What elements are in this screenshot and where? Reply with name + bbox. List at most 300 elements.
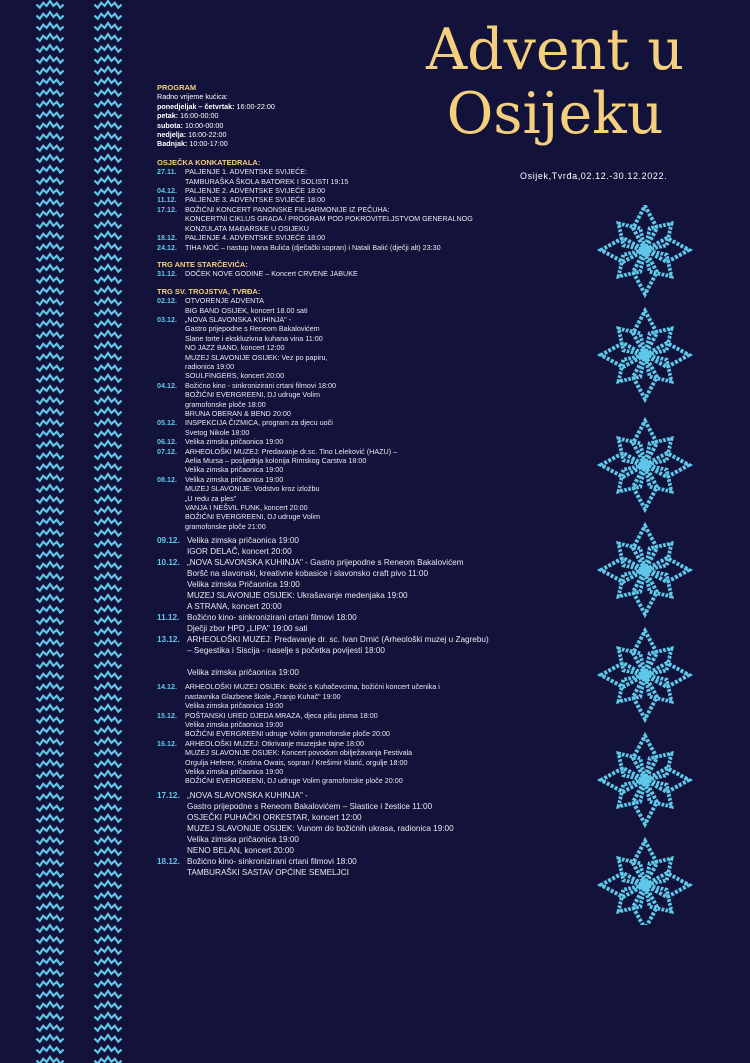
zigzag-stroke [94, 56, 121, 63]
event-date: 06.12. [157, 437, 177, 447]
snowflake-icon [601, 421, 689, 509]
zigzag-stroke [94, 815, 121, 822]
event-line: MUZEJ SLAVONIJE OSIJEK: Vez po papiru, [185, 352, 328, 362]
event-row [157, 475, 597, 531]
zigzag-stroke [94, 936, 121, 943]
zigzag-stroke [94, 320, 121, 327]
event-line: ARHEOLOŠKI MUZEJ: Predavanje dr. sc. Ivan Drnić (Arheološki muzej u Zagrebu) [187, 635, 489, 645]
zigzag-stroke [94, 155, 121, 162]
zigzag-stroke [94, 232, 121, 239]
snowflake-ornaments [590, 205, 700, 925]
hours-time: 16:00-22:00 [186, 130, 227, 140]
event-line: PALJENJE 2. ADVENTSKE SVIJEĆE 18:00 [185, 186, 326, 196]
zigzag-stroke [94, 23, 121, 30]
event-line: INSPEKCIJA ČIZMICA, program za djecu uoči [185, 418, 333, 428]
zigzag-stroke [94, 287, 121, 294]
zigzag-stroke [94, 496, 121, 503]
zigzag-stroke [36, 199, 63, 206]
zigzag-ornament [0, 0, 140, 1063]
event-date: 18.12. [157, 856, 180, 866]
zigzag-stroke [94, 958, 121, 965]
zigzag-stroke [36, 595, 63, 602]
event-date: 27.11. [157, 167, 177, 177]
zigzag-stroke [36, 980, 63, 987]
zigzag-stroke [36, 496, 63, 503]
zigzag-stroke [94, 716, 121, 723]
event-row [157, 315, 597, 381]
event-row [157, 437, 597, 446]
zigzag-stroke [94, 606, 121, 613]
zigzag-stroke [36, 639, 63, 646]
event-line: VANJA I NEŠVIL FUNK, koncert 20:00 [185, 503, 308, 513]
hours-time: 10:00-00:00 [182, 120, 224, 130]
event-date: 04.12. [157, 186, 177, 196]
zigzag-stroke [94, 793, 121, 800]
event-date: 17.12. [157, 790, 180, 800]
zigzag-stroke [94, 507, 121, 514]
hours-row [157, 130, 597, 139]
zigzag-stroke [36, 650, 63, 657]
event-line [187, 656, 597, 667]
zigzag-stroke [94, 595, 121, 602]
event-line: MUZEJ SLAVONIJE OSIJEK: Ukrašavanje medenjaka 19:00 [187, 591, 408, 601]
event-row [157, 739, 597, 786]
hours-row [157, 139, 597, 148]
zigzag-stroke [36, 67, 63, 74]
zigzag-stroke [94, 188, 121, 195]
zigzag-stroke [94, 1013, 121, 1020]
zigzag-stroke [36, 716, 63, 723]
event-line: Gastro prijepodne s Reneom Bakalovićem [185, 324, 320, 334]
zigzag-stroke [36, 408, 63, 415]
zigzag-stroke [36, 254, 63, 261]
zigzag-stroke [94, 881, 121, 888]
hours-day: Badnjak: [157, 139, 188, 149]
zigzag-stroke [36, 507, 63, 514]
zigzag-stroke [94, 199, 121, 206]
event-line: gramofonske ploče 21:00 [185, 521, 266, 531]
snowflake-icon [601, 526, 689, 614]
zigzag-stroke [36, 243, 63, 250]
zigzag-stroke [94, 782, 121, 789]
zigzag-stroke [36, 815, 63, 822]
event-line: BOŽIĆNI EVERGREENI udruge Volim gramofonske ploče 20:00 [185, 729, 390, 739]
event-line: PALJENJE 4. ADVENTSKE SVIJEĆE 18:00 [185, 233, 326, 243]
event-line: TAMBURAŠKA ŠKOLA BATOREK I SOLISTI 19:15 [185, 176, 349, 186]
event-row [157, 243, 597, 252]
event-line: PALJENJE 1. ADVENTSKE SVIJEĆE: [185, 167, 308, 177]
hours-intro: Radno vrijeme kućica: [157, 92, 228, 102]
zigzag-stroke [94, 848, 121, 855]
zigzag-stroke [36, 672, 63, 679]
event-line: TAMBURAŠKI SASTAV OPĆINE SEMELJCI [187, 867, 349, 877]
zigzag-stroke [94, 683, 121, 690]
zigzag-stroke [94, 375, 121, 382]
event-line: NENO BELAN, koncert 20:00 [187, 845, 294, 855]
zigzag-stroke [94, 760, 121, 767]
zigzag-stroke [36, 100, 63, 107]
zigzag-stroke [94, 441, 121, 448]
event-line: Velika zimska pričaonica 19:00 [185, 701, 284, 711]
event-date: 03.12. [157, 314, 177, 324]
zigzag-stroke [36, 1002, 63, 1009]
zigzag-stroke [94, 529, 121, 536]
zigzag-stroke [36, 188, 63, 195]
zigzag-stroke [36, 1046, 63, 1053]
zigzag-stroke [36, 804, 63, 811]
zigzag-stroke [36, 1035, 63, 1042]
event-row [157, 195, 597, 204]
zigzag-stroke [36, 705, 63, 712]
zigzag-stroke [36, 991, 63, 998]
zigzag-stroke [94, 1002, 121, 1009]
zigzag-stroke [94, 969, 121, 976]
event-line: Aelia Mursa – posljednja kolonija Rimskog Carstva 18:00 [185, 456, 367, 466]
zigzag-stroke [94, 1, 121, 8]
event-line: „NOVA SLAVONSKA KUHINJA" - Gastro prijepodne s Reneom Bakalovićem [187, 558, 464, 568]
event-line: Slane torte i ekskluzivna kuhana vina 11:00 [185, 333, 323, 343]
zigzag-stroke [94, 562, 121, 569]
zigzag-stroke [36, 23, 63, 30]
event-line: „NOVA SLAVONSKA KUHINJA" - [185, 314, 292, 324]
event-row [157, 205, 597, 233]
zigzag-stroke [36, 837, 63, 844]
zigzag-stroke [36, 771, 63, 778]
zigzag-stroke [94, 474, 121, 481]
event-line: – Segestika i Siscija - naselje s početka povijesti 18:00 [187, 646, 385, 656]
event-line: PALJENJE 3. ADVENTSKE SVIJEĆE 18:00 [185, 195, 326, 205]
event-line: ARHEOLOŠKI MUZEJ OSIJEK: Božić s Kuhačevcima, božićni koncert učenika i [185, 682, 440, 692]
trojstva-heading: TRG SV. TROJSTVA, TVRĐA: [157, 286, 261, 296]
zigzag-stroke [94, 34, 121, 41]
zigzag-stroke [36, 540, 63, 547]
event-line: MUZEJ SLAVONIJE OSIJEK: Koncert povodom obilježavanja Festivala [185, 748, 413, 758]
zigzag-stroke [94, 870, 121, 877]
zigzag-stroke [94, 672, 121, 679]
hours-time: 10:00-17:00 [187, 139, 228, 149]
opening-hours [157, 102, 597, 149]
zigzag-stroke [94, 419, 121, 426]
zigzag-stroke [36, 793, 63, 800]
zigzag-stroke [36, 760, 63, 767]
zigzag-stroke [36, 474, 63, 481]
zigzag-stroke [94, 639, 121, 646]
zigzag-stroke [94, 980, 121, 987]
event-row [157, 856, 597, 878]
zigzag-stroke [36, 1024, 63, 1031]
zigzag-stroke [94, 1035, 121, 1042]
event-date: 24.12. [157, 242, 177, 252]
zigzag-stroke [36, 111, 63, 118]
zigzag-stroke [94, 1057, 121, 1063]
zigzag-stroke [36, 342, 63, 349]
zigzag-stroke [36, 518, 63, 525]
event-line: Velika zimska pričaonica 19:00 [187, 668, 299, 678]
zigzag-stroke [94, 243, 121, 250]
zigzag-stroke [94, 1024, 121, 1031]
event-line: DOČEK NOVE GODINE – Koncert CRVENE JABUKE [185, 269, 358, 279]
hours-row [157, 121, 597, 130]
event-line: NO JAZZ BAND, koncert 12:00 [185, 343, 285, 353]
zigzag-stroke [94, 749, 121, 756]
zigzag-stroke [94, 903, 121, 910]
zigzag-stroke [94, 78, 121, 85]
zigzag-stroke [94, 826, 121, 833]
zigzag-stroke [36, 870, 63, 877]
hours-row [157, 102, 597, 111]
event-line: BRUNA OBERAN & BEND 20:00 [185, 409, 291, 418]
zigzag-stroke [94, 628, 121, 635]
event-location-dates: Osijek,Tvrđa,02.12.-30.12.2022. [520, 171, 668, 181]
zigzag-stroke [36, 397, 63, 404]
zigzag-stroke [36, 34, 63, 41]
event-line: BOŽIĆNI EVERGREENI, DJ udruge Volim [185, 390, 321, 400]
event-line: radionica 19:00 [185, 361, 235, 371]
zigzag-stroke [94, 177, 121, 184]
event-date: 16.12. [157, 738, 177, 748]
event-date: 14.12. [157, 682, 177, 692]
zigzag-stroke [36, 551, 63, 558]
event-line: Orgulja Heferer, Kristina Owais, sopran / Krešimir Klarić, orgulje 18:00 [185, 757, 408, 767]
event-row [157, 557, 597, 612]
zigzag-stroke [36, 221, 63, 228]
zigzag-stroke [94, 650, 121, 657]
zigzag-stroke [36, 1013, 63, 1020]
event-date: 09.12. [157, 536, 180, 546]
event-date: 13.12. [157, 635, 180, 645]
event-date: 11.12. [157, 195, 177, 205]
zigzag-stroke [36, 914, 63, 921]
zigzag-stroke [36, 936, 63, 943]
zigzag-stroke [36, 122, 63, 129]
zigzag-stroke [36, 925, 63, 932]
zigzag-stroke [94, 991, 121, 998]
zigzag-stroke [94, 254, 121, 261]
zigzag-stroke [94, 166, 121, 173]
event-line: POŠTANSKI URED DJEDA MRAZA, djeca pišu pisma 18:00 [185, 710, 378, 720]
zigzag-stroke [94, 111, 121, 118]
program-heading: PROGRAM [157, 83, 197, 92]
zigzag-stroke [36, 782, 63, 789]
event-row [157, 612, 597, 634]
event-line: Velika zimska pričaonica 19:00 [185, 437, 284, 447]
title-line-2: Osijeku [446, 81, 664, 147]
event-date: 04.12. [157, 380, 177, 390]
zigzag-stroke [94, 397, 121, 404]
event-date: 02.12. [157, 296, 177, 306]
zigzag-stroke [94, 364, 121, 371]
zigzag-stroke [94, 705, 121, 712]
event-line: KONZULATA MAĐARSKE U OSIJEKU [185, 223, 309, 233]
event-line: Velika zimska pričaonica 19:00 [187, 834, 299, 844]
zigzag-stroke [36, 628, 63, 635]
zigzag-stroke [36, 276, 63, 283]
event-line: Velika zimska pričaonica 19:00 [185, 719, 284, 729]
event-row [157, 233, 597, 242]
zigzag-stroke [94, 617, 121, 624]
zigzag-stroke [94, 12, 121, 19]
hours-row [157, 111, 597, 120]
zigzag-stroke [36, 562, 63, 569]
hours-time: 16:00-00:00 [178, 111, 219, 121]
event-line: TIHA NOĆ – nastup Ivana Bulića (dječački sopran) i Natali Balić (dječji alt) 23:30 [185, 242, 441, 252]
zigzag-stroke [94, 573, 121, 580]
zigzag-stroke [94, 408, 121, 415]
zigzag-stroke [36, 485, 63, 492]
snowflake-icon [601, 206, 689, 294]
zigzag-stroke [94, 45, 121, 52]
zigzag-stroke [36, 56, 63, 63]
zigzag-stroke [36, 320, 63, 327]
event-line: Dječji zbor HPD „LIPA" 19:00 sati [187, 624, 308, 634]
zigzag-stroke [94, 892, 121, 899]
zigzag-stroke [36, 881, 63, 888]
zigzag-stroke [94, 298, 121, 305]
zigzag-stroke [94, 463, 121, 470]
zigzag-stroke [94, 221, 121, 228]
zigzag-stroke [36, 210, 63, 217]
zigzag-stroke [94, 584, 121, 591]
event-row [157, 418, 597, 437]
zigzag-stroke [94, 914, 121, 921]
snowflake-icon [601, 631, 689, 719]
event-line: OSJEČKI PUHAČKI ORKESTAR, koncert 12:00 [187, 812, 362, 822]
zigzag-stroke [94, 67, 121, 74]
event-line: Velika zimska pričaonica 19:00 [185, 465, 284, 475]
event-line: MUZEJ SLAVONIJE: Vodstvo kroz izložbu [185, 484, 320, 494]
zigzag-stroke [94, 804, 121, 811]
zigzag-stroke [94, 661, 121, 668]
zigzag-stroke [94, 342, 121, 349]
zigzag-stroke [94, 1046, 121, 1053]
zigzag-stroke [94, 485, 121, 492]
snowflake-icon [601, 841, 689, 925]
snowflake-icon [601, 736, 689, 824]
zigzag-stroke [36, 969, 63, 976]
event-row [157, 186, 597, 195]
zigzag-stroke [36, 903, 63, 910]
zigzag-stroke [94, 122, 121, 129]
zigzag-stroke [36, 166, 63, 173]
zigzag-stroke [94, 265, 121, 272]
event-date: 07.12. [157, 446, 177, 456]
zigzag-stroke [36, 375, 63, 382]
zigzag-stroke [36, 617, 63, 624]
zigzag-stroke [94, 551, 121, 558]
zigzag-stroke [94, 771, 121, 778]
konkatedrala-events [157, 167, 597, 252]
event-line: Božićno kino- sinkronizirani crtani filmovi 18:00 [187, 613, 357, 623]
zigzag-stroke [36, 133, 63, 140]
zigzag-stroke [36, 892, 63, 899]
event-line: Božićno kino - sinkronizirani crtani filmovi 18:00 [185, 380, 337, 390]
zigzag-stroke [36, 177, 63, 184]
event-row [157, 296, 597, 315]
zigzag-stroke [36, 826, 63, 833]
zigzag-stroke [36, 661, 63, 668]
zigzag-stroke [36, 232, 63, 239]
title-line-1: Advent u [425, 17, 685, 83]
event-line: Svetog Nikole 18:00 [185, 427, 250, 437]
event-row [157, 790, 597, 856]
event-line: gramofonske ploče 18:00 [185, 399, 266, 409]
konkatedrala-heading: OSJEČKA KONKATEDRALA: [157, 157, 261, 167]
event-date: 08.12. [157, 474, 177, 484]
snowflake-icon [601, 311, 689, 399]
event-line: Gastro prijepodne s Reneom Bakalovićem – Slastice i žestice 11:00 [187, 801, 433, 811]
event-line: Velika zimska pričaonica 19:00 [187, 536, 299, 546]
zigzag-stroke [36, 727, 63, 734]
zigzag-stroke [36, 694, 63, 701]
hours-day: petak: [157, 111, 179, 121]
trojstva-events [157, 296, 597, 878]
hours-day: nedjelja: [157, 130, 187, 140]
zigzag-stroke [94, 133, 121, 140]
event-row [157, 634, 597, 678]
zigzag-stroke [36, 584, 63, 591]
zigzag-stroke [36, 848, 63, 855]
zigzag-stroke [94, 837, 121, 844]
event-row [157, 269, 597, 278]
event-row [157, 447, 597, 475]
zigzag-stroke [36, 947, 63, 954]
zigzag-stroke [36, 958, 63, 965]
event-row [157, 682, 597, 710]
zigzag-stroke [36, 859, 63, 866]
event-date: 10.12. [157, 558, 180, 568]
starcevica-heading: TRG ANTE STARČEVIĆA: [157, 259, 248, 269]
event-date: 05.12. [157, 418, 177, 428]
zigzag-stroke [94, 947, 121, 954]
zigzag-stroke [94, 100, 121, 107]
zigzag-stroke [94, 386, 121, 393]
hours-day: ponedjeljak – četvrtak: [157, 101, 235, 111]
event-line: BIG BAND OSIJEK, koncert 18.00 sati [185, 305, 308, 315]
zigzag-stroke [94, 925, 121, 932]
hours-day: subota: [157, 120, 183, 130]
zigzag-stroke [36, 463, 63, 470]
zigzag-stroke [36, 45, 63, 52]
event-line: IGOR DELAČ, koncert 20:00 [187, 547, 292, 557]
zigzag-stroke [36, 606, 63, 613]
zigzag-stroke [94, 727, 121, 734]
event-line: Velika zimska pričaonica 19:00 [185, 474, 284, 484]
zigzag-stroke [36, 738, 63, 745]
event-date: 15.12. [157, 710, 177, 720]
event-line: ARHEOLOŠKI MUZEJ: Predavanje dr.sc. Tino Leleković (HAZU) – [185, 446, 398, 456]
zigzag-stroke [94, 694, 121, 701]
zigzag-stroke [94, 309, 121, 316]
event-row [157, 167, 597, 186]
zigzag-stroke [94, 430, 121, 437]
zigzag-stroke [36, 353, 63, 360]
event-line: Boršč na slavonski, kreativne kobasice i slavonsko craft pivo 11:00 [187, 569, 429, 579]
event-row [157, 535, 597, 557]
zigzag-stroke [94, 518, 121, 525]
zigzag-stroke [36, 265, 63, 272]
zigzag-stroke [36, 155, 63, 162]
event-line: nastavnika Glazbene škole „Franjo Kuhač" 19:00 [185, 691, 341, 701]
zigzag-stroke [94, 859, 121, 866]
zigzag-stroke [36, 287, 63, 294]
zigzag-stroke [36, 529, 63, 536]
zigzag-stroke [36, 89, 63, 96]
zigzag-stroke [36, 683, 63, 690]
zigzag-stroke [94, 540, 121, 547]
program-content [157, 83, 597, 878]
zigzag-stroke [36, 78, 63, 85]
zigzag-stroke [36, 749, 63, 756]
